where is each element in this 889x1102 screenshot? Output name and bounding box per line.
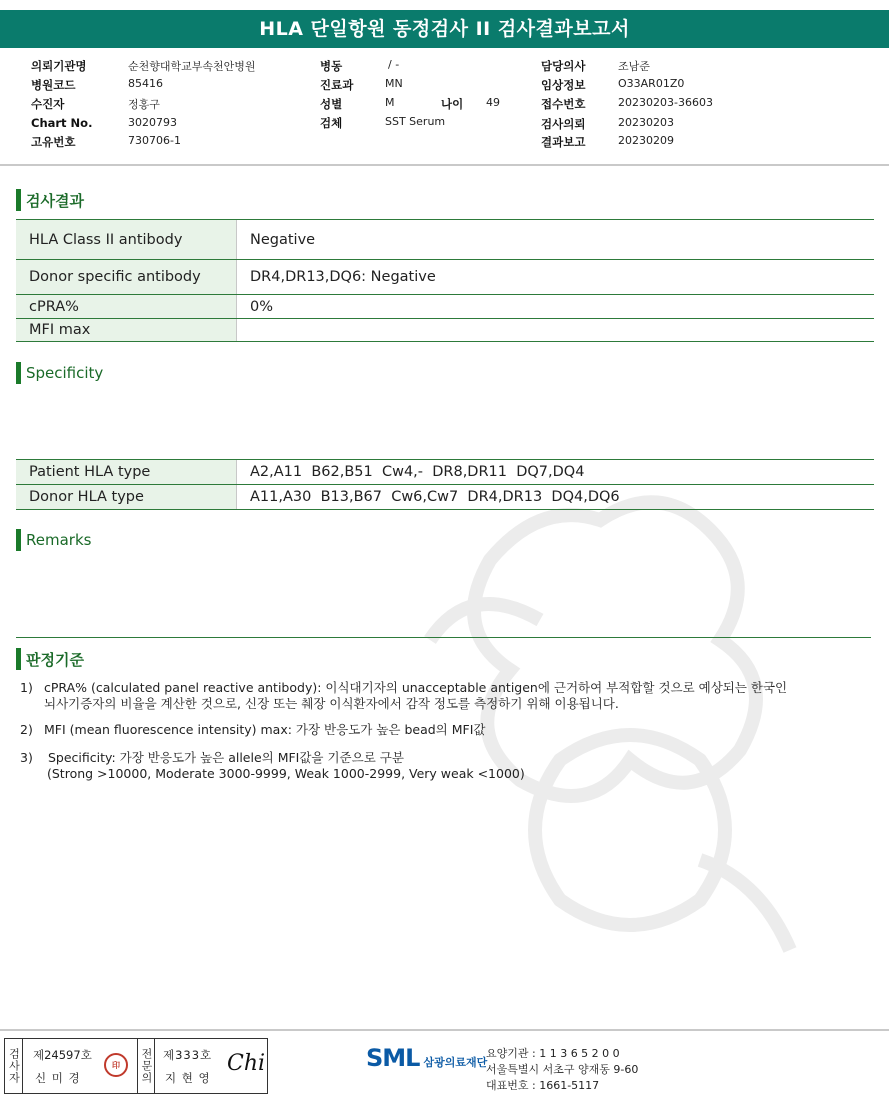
row-label: Donor HLA type bbox=[16, 485, 237, 509]
section-marker bbox=[16, 189, 21, 211]
patient-info-block bbox=[0, 52, 889, 164]
reviewer-name: 지 현 영 bbox=[165, 1071, 211, 1085]
info-label: 수진자 bbox=[31, 97, 65, 111]
info-label: 임상정보 bbox=[541, 78, 586, 92]
info-value: MN bbox=[385, 77, 403, 90]
row-value: Negative bbox=[250, 231, 316, 248]
row-label: Donor specific antibody bbox=[16, 260, 237, 294]
criteria-text: (Strong >10000, Moderate 3000-9999, Weak 1000-2999, Very weak <1000) bbox=[47, 766, 525, 781]
criteria-number: 3) bbox=[20, 750, 33, 765]
table-row bbox=[16, 220, 874, 260]
criteria-text: MFI (mean fluorescence intensity) max: 가장 반응도가 높은 bead의 MFI값 bbox=[44, 722, 486, 737]
info-label: 성별 bbox=[320, 97, 343, 111]
info-label: 검사의뢰 bbox=[541, 117, 586, 131]
section-results-heading bbox=[16, 189, 84, 211]
info-label: 병원코드 bbox=[31, 78, 76, 92]
info-value: M bbox=[385, 96, 395, 109]
info-label: 결과보고 bbox=[541, 135, 586, 149]
institution-code: 요양기관 : 1 1 3 6 5 2 0 0 bbox=[486, 1047, 620, 1060]
info-value: 85416 bbox=[128, 77, 163, 90]
info-value: 20230203-36603 bbox=[618, 96, 713, 109]
info-value: 조남준 bbox=[618, 60, 650, 73]
reviewer-signature: Chi bbox=[227, 1051, 266, 1076]
criteria-text: cPRA% (calculated panel reactive antibody): 이식대기자의 unacceptable antigen에 근거하여 부적합할 것으로 예상되는 한국인 bbox=[44, 680, 788, 695]
section-title: Remarks bbox=[26, 531, 92, 549]
info-label: 의뢰기관명 bbox=[31, 59, 87, 73]
institution-street: 서울특별시 서초구 양재동 9-60 bbox=[486, 1063, 639, 1076]
info-label: 접수번호 bbox=[541, 97, 586, 111]
criteria-number: 2) bbox=[20, 722, 33, 737]
info-label: Chart No. bbox=[31, 116, 93, 130]
section-criteria-heading bbox=[16, 648, 84, 670]
row-value bbox=[237, 319, 874, 341]
table-row bbox=[16, 460, 874, 485]
row-label: MFI max bbox=[16, 319, 237, 341]
criteria-number: 1) bbox=[20, 680, 33, 695]
age-value: 49 bbox=[486, 96, 500, 109]
report-title: HLA 단일항원 동정검사 II 검사결과보고서 bbox=[0, 10, 889, 48]
reviewer-role-label bbox=[137, 1039, 155, 1093]
section-remarks-heading bbox=[16, 529, 91, 551]
row-label: cPRA% bbox=[16, 295, 237, 318]
inspector-license: 제24597호 bbox=[33, 1048, 92, 1062]
info-label: 검체 bbox=[320, 116, 343, 130]
section-marker bbox=[16, 362, 21, 384]
row-value: A2,A11 B62,B51 Cw4,- DR8,DR11 DQ7,DQ4 bbox=[250, 464, 585, 480]
info-value: / - bbox=[388, 58, 400, 71]
inspector-role-text: 검사자 bbox=[7, 1048, 21, 1084]
signature-box bbox=[4, 1038, 268, 1094]
section-title: 검사결과 bbox=[26, 191, 84, 210]
inspector-role-label bbox=[5, 1039, 23, 1093]
logo-name: 삼광의료재단 bbox=[423, 1056, 488, 1069]
info-value: 20230203 bbox=[618, 116, 674, 129]
info-value: 3020793 bbox=[128, 116, 177, 129]
remarks-divider bbox=[16, 637, 871, 638]
table-row bbox=[16, 319, 874, 342]
age-label: 나이 bbox=[441, 97, 464, 111]
info-value: 730706-1 bbox=[128, 134, 181, 147]
row-value: DR4,DR13,DQ6: Negative bbox=[250, 269, 436, 285]
reviewer-role-text: 전문의 bbox=[140, 1048, 153, 1084]
footer-divider bbox=[0, 1029, 889, 1031]
section-specificity-heading bbox=[16, 362, 103, 384]
row-label: HLA Class II antibody bbox=[16, 220, 237, 259]
info-label: 병동 bbox=[320, 59, 343, 73]
inspector-seal-icon: 印 bbox=[104, 1053, 128, 1077]
info-label: 진료과 bbox=[320, 78, 354, 92]
row-value: 0% bbox=[250, 298, 274, 315]
table-row bbox=[16, 295, 874, 319]
info-value: SST Serum bbox=[385, 115, 446, 128]
section-title: Specificity bbox=[26, 364, 104, 382]
criteria-text: 뇌사기증자의 비율을 계산한 것으로, 신장 또는 췌장 이식환자에서 감작 정도를 측정하기 위해 이용됩니다. bbox=[44, 696, 619, 711]
reviewer-license: 제333호 bbox=[163, 1048, 213, 1062]
info-value: 정홍구 bbox=[128, 98, 160, 111]
institution-phone: 대표번호 : 1661-5117 bbox=[486, 1079, 600, 1092]
sml-logo bbox=[366, 1044, 487, 1072]
info-value: 20230209 bbox=[618, 134, 674, 147]
table-row bbox=[16, 485, 874, 510]
info-value: 순천향대학교부속천안병원 bbox=[128, 60, 256, 73]
info-label: 고유번호 bbox=[31, 135, 76, 149]
criteria-text: Specificity: 가장 반응도가 높은 allele의 MFI값을 기준으로 구분 bbox=[44, 750, 404, 765]
inspector-name: 신 미 경 bbox=[35, 1071, 81, 1085]
row-label: Patient HLA type bbox=[16, 460, 237, 484]
institution-address bbox=[486, 1046, 638, 1094]
section-title: 판정기준 bbox=[26, 650, 84, 669]
info-label: 담당의사 bbox=[541, 59, 586, 73]
logo-mark: SML bbox=[366, 1044, 420, 1072]
table-row bbox=[16, 260, 874, 295]
header-divider bbox=[0, 164, 889, 166]
section-marker bbox=[16, 529, 21, 551]
section-marker bbox=[16, 648, 21, 670]
info-value: O33AR01Z0 bbox=[618, 77, 685, 90]
row-value: A11,A30 B13,B67 Cw6,Cw7 DR4,DR13 DQ4,DQ6 bbox=[250, 489, 620, 505]
